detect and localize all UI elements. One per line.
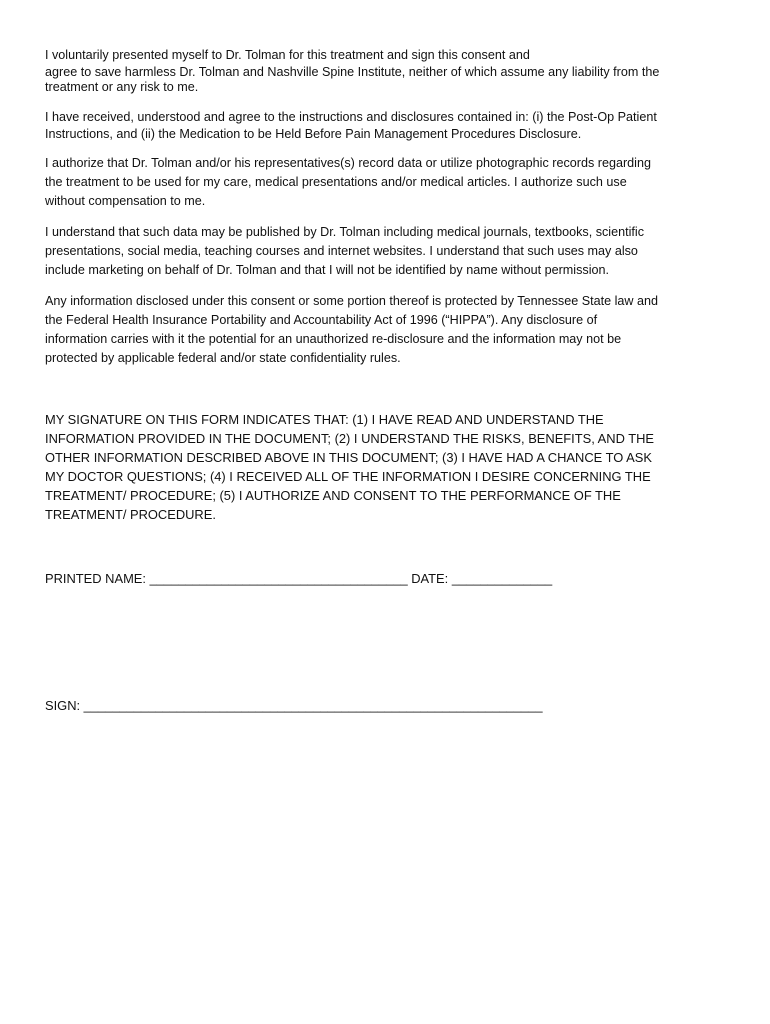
printed-name-date-field[interactable]: PRINTED NAME: ____________________________________ DATE: ______________ <box>45 571 553 586</box>
paragraph-line: I voluntarily presented myself to Dr. Tolman for this treatment and sign this consent and <box>45 48 530 62</box>
statement-line: OTHER INFORMATION DESCRIBED ABOVE IN THIS DOCUMENT; (3) I HAVE HAD A CHANCE TO ASK <box>45 450 652 465</box>
paragraph-line: treatment or any risk to me. <box>45 80 199 94</box>
statement-line: MY DOCTOR QUESTIONS; (4) I RECEIVED ALL OF THE INFORMATION I DESIRE CONCERNING THE <box>45 469 651 484</box>
paragraph-line: Any information disclosed under this consent or some portion thereof is protected by Tennessee State law and <box>45 294 659 308</box>
paragraph-line: protected by applicable federal and/or state confidentiality rules. <box>45 351 401 365</box>
paragraph-line: I authorize that Dr. Tolman and/or his representatives(s) record data or utilize photographic records regarding <box>45 156 651 170</box>
paragraph-line: Instructions, and (ii) the Medication to be Held Before Pain Management Procedures Disclosure. <box>45 127 582 141</box>
paragraph-line: include marketing on behalf of Dr. Tolman and that I will not be identified by name without permission. <box>45 263 609 277</box>
paragraph-line: the Federal Health Insurance Portability and Accountability Act of 1996 (“HIPPA”). Any disclosure of <box>45 313 598 327</box>
statement-line: TREATMENT/ PROCEDURE. <box>45 507 216 522</box>
paragraph-line: information carries with it the potential for an unauthorized re-disclosure and the information may not be <box>45 332 622 346</box>
paragraph-line: without compensation to me. <box>45 194 206 208</box>
paragraph-line: I have received, understood and agree to the instructions and disclosures contained in: (i) the Post-Op Patient <box>45 110 657 124</box>
statement-line: MY SIGNATURE ON THIS FORM INDICATES THAT: (1) I HAVE READ AND UNDERSTAND THE <box>45 412 604 427</box>
paragraph-line: I understand that such data may be published by Dr. Tolman including medical journals, textbooks, scientific <box>45 225 645 239</box>
paragraph-line: agree to save harmless Dr. Tolman and Nashville Spine Institute, neither of which assume any liability from the <box>45 65 660 79</box>
paragraph-line: the treatment to be used for my care, medical presentations and/or medical articles. I authorize such use <box>45 175 627 189</box>
paragraph-line: presentations, social media, teaching courses and internet websites. I understand that such uses may also <box>45 244 638 258</box>
statement-line: INFORMATION PROVIDED IN THE DOCUMENT; (2) I UNDERSTAND THE RISKS, BENEFITS, AND THE <box>45 431 655 446</box>
signature-field[interactable]: SIGN: ________________________________________________________________ <box>45 698 543 713</box>
statement-line: TREATMENT/ PROCEDURE; (5) I AUTHORIZE AND CONSENT TO THE PERFORMANCE OF THE <box>45 488 621 503</box>
